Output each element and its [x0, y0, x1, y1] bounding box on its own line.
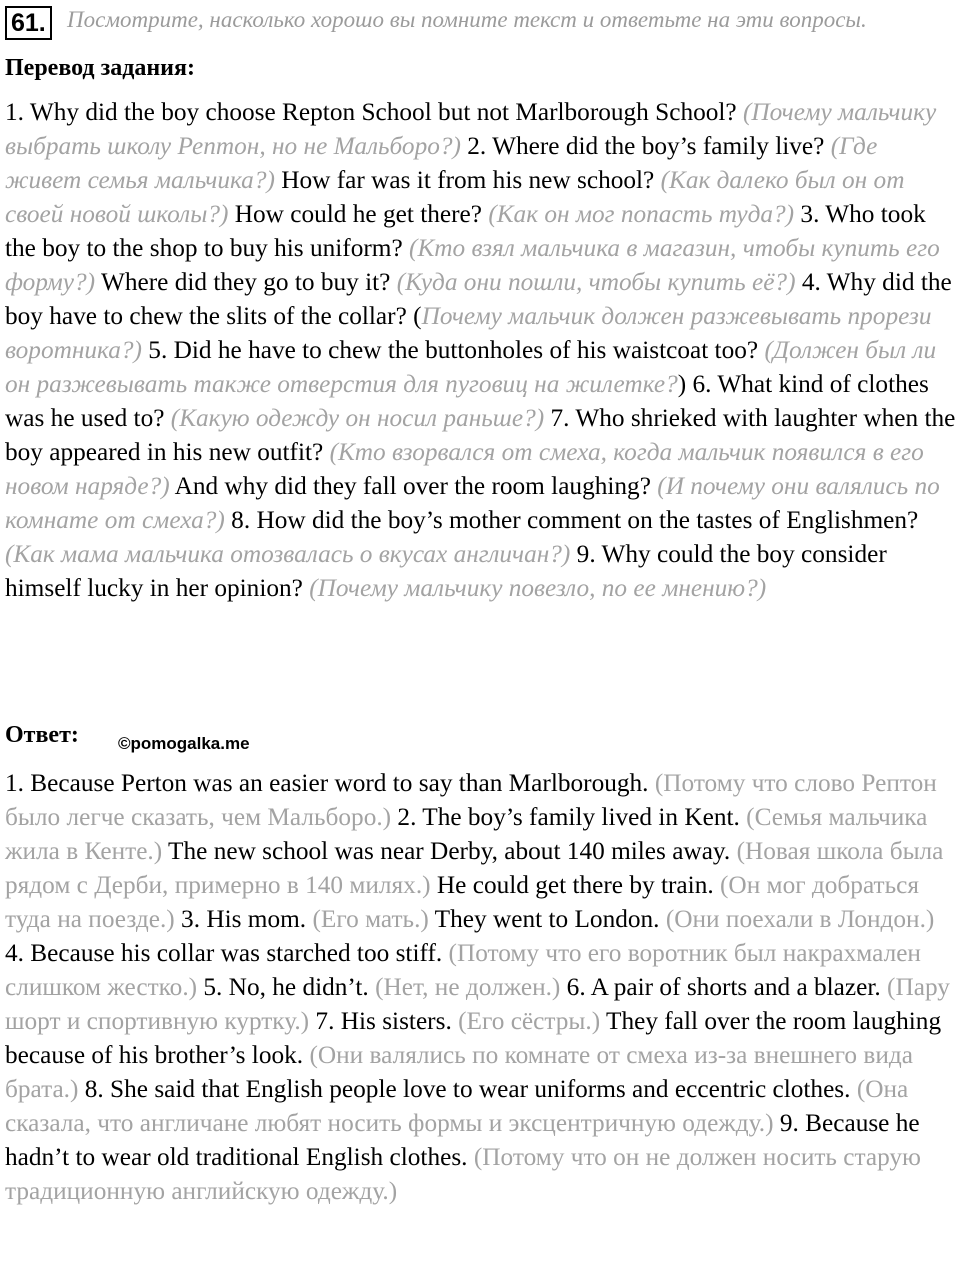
answer-text: 1. Because Perton was an easier word to say than Marlborough.: [5, 769, 655, 797]
question-text: And why did they fall over the room laughing?: [169, 472, 658, 500]
watermark: ©pomogalka.me: [118, 734, 250, 753]
answers-block: [5, 766, 957, 1208]
question-text: 9. Why could the boy consider himself lucky in her opinion?: [5, 540, 887, 602]
question-translation: Почему мальчик должен разжевывать прорези воротника?): [5, 302, 932, 364]
answer-header: [5, 722, 957, 758]
translation-heading: Перевод задания:: [5, 55, 195, 81]
task-instruction: Посмотрите, насколько хорошо вы помните текст и ответьте на эти вопросы.: [67, 7, 867, 32]
question-translation: (Почему мальчику повезло, по ее мнению?): [309, 574, 767, 602]
question-translation: (Как он мог попасть туда?): [488, 200, 795, 228]
question-text: Where did they go to buy it?: [95, 268, 397, 296]
answer-text: 8. She said that English people love to wear uniforms and eccentric clothes.: [78, 1075, 857, 1103]
question-text: How could he get there?: [228, 200, 489, 228]
question-text: 7. Who shrieked with laughter when the boy appeared in his new outfit?: [5, 404, 956, 466]
question-translation: (Почему мальчику выбрать школу Рептон, но не Мальборо?): [5, 98, 937, 160]
answer-text: The new school was near Derby, about 140 miles away.: [162, 837, 737, 865]
question-translation: (Кто взял мальчика в магазин, чтобы купить его форму?): [5, 234, 940, 296]
question-translation: (Как далеко был он от своей новой школы?): [5, 166, 905, 228]
answer-translation: (Потому что он не должен носить старую традиционную английскую одежду.): [5, 1143, 921, 1205]
answer-text: They fall over the room laughing because of his brother’s look.: [5, 1007, 942, 1069]
question-translation: (И почему они валялись по комнате от смеха?): [5, 472, 940, 534]
answers-paragraph: [5, 766, 957, 1208]
answer-text: 5. No, he didn’t.: [197, 973, 376, 1001]
answer-translation: (Нет, не должен.): [375, 973, 561, 1001]
question-text: How far was it from his new school?: [274, 166, 661, 194]
answer-heading: Ответ:: [5, 722, 79, 748]
answer-text: They went to London.: [428, 905, 666, 933]
question-translation: (Какую одежду он носил раньше?): [170, 404, 545, 432]
question-text: 2. Where did the boy’s family live?: [460, 132, 831, 160]
question-translation: (Должен был ли он разжевывать также отверстия для пуговиц на жилетке?: [5, 336, 937, 398]
question-text: ) 6. What kind of clothes was he used to?: [5, 370, 929, 432]
question-translation: (Куда они пошли, чтобы купить её?): [396, 268, 796, 296]
answer-translation: (Он мог добраться туда на поезде.): [5, 871, 919, 933]
question-text: 3. Who took the boy to the shop to buy his uniform?: [5, 200, 926, 262]
questions-block: [5, 95, 957, 605]
answer-text: 7. His sisters.: [309, 1007, 459, 1035]
task-number: 61.: [5, 6, 52, 40]
question-text: 5. Did he have to chew the buttonholes of his waistcoat too?: [141, 336, 765, 364]
question-text: 8. How did the boy’s mother comment on the tastes of Englishmen?: [224, 506, 919, 534]
answer-translation: (Потому что его воротник был накрахмален слишком жестко.): [5, 939, 921, 1001]
answer-text: 4. Because his collar was starched too stiff.: [5, 939, 449, 967]
questions-paragraph: [5, 95, 957, 605]
answer-translation: (Его мать.): [312, 905, 429, 933]
question-translation: (Где живет семья мальчика?): [5, 132, 878, 194]
answer-translation: (Они валялись по комнате от смеха из-за внешнего вида брата.): [5, 1041, 913, 1103]
answer-translation: (Пару шорт и спортивную куртку.): [5, 973, 950, 1035]
answer-translation: (Его сёстры.): [458, 1007, 601, 1035]
answer-text: He could get there by train.: [430, 871, 720, 899]
task-header: [5, 4, 957, 40]
question-text: 4. Why did the boy have to chew the slits of the collar? (: [5, 268, 952, 330]
answer-translation: (Она сказала, что англичане любят носить формы и эксцентричную одежду.): [5, 1075, 909, 1137]
answer-translation: (Потому что слово Рептон было легче сказать, чем Мальборо.): [5, 769, 937, 831]
question-text: 1. Why did the boy choose Repton School but not Marlborough School?: [5, 98, 743, 126]
answer-text: 6. A pair of shorts and a blazer.: [560, 973, 888, 1001]
answer-text: 2. The boy’s family lived in Kent.: [391, 803, 747, 831]
answer-text: 9. Because he hadn’t to wear old traditional English clothes.: [5, 1109, 920, 1171]
answer-text: 3. His mom.: [174, 905, 313, 933]
question-translation: (Как мама мальчика отозвалась о вкусах англичан?): [5, 540, 571, 568]
answer-translation: (Семья мальчика жила в Кенте.): [5, 803, 928, 865]
answer-translation: (Они поехали в Лондон.): [665, 905, 935, 933]
answer-translation: (Новая школа была рядом с Дерби, примерно в 140 милях.): [5, 837, 944, 899]
question-translation: (Кто взорвался от смеха, когда мальчик появился в его новом наряде?): [5, 438, 924, 500]
